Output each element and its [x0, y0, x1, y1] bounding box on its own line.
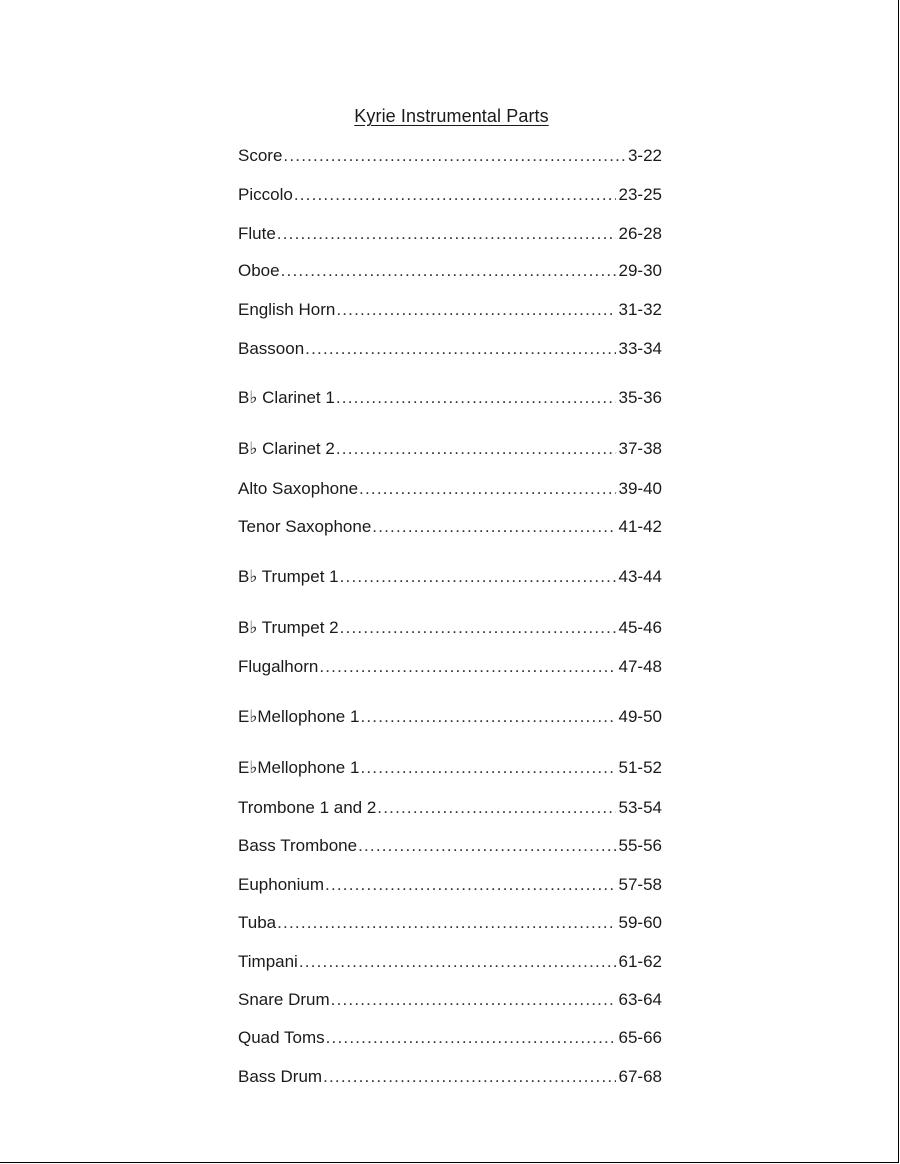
toc-entry-pages: 57-58: [618, 875, 662, 894]
page-title: Kyrie Instrumental Parts: [354, 106, 549, 126]
toc-entry: [238, 437, 662, 461]
toc-entry: [238, 616, 662, 640]
dot-leader: [294, 183, 616, 207]
toc-entry-pages: 55-56: [618, 836, 662, 855]
toc-entry-label: B♭ Clarinet 1: [238, 388, 335, 407]
dot-leader: [358, 834, 615, 858]
toc-entry: [238, 259, 662, 283]
toc-entry-label: B♭ Trumpet 2: [238, 618, 339, 637]
dot-leader: [360, 756, 615, 780]
toc-entry-label: Flute: [238, 224, 276, 243]
toc-entry-pages: 23-25: [618, 185, 662, 204]
toc-entry-label: E♭Mellophone 1: [238, 707, 360, 726]
dot-leader: [325, 873, 616, 897]
toc-entry-pages: 39-40: [618, 479, 662, 498]
toc-entry-pages: 47-48: [618, 657, 662, 676]
toc-entry-pages: 41-42: [618, 517, 662, 536]
toc-entry-pages: 59-60: [618, 913, 662, 932]
toc-entry-label: Flugalhorn: [238, 657, 319, 676]
toc-entry: [238, 911, 662, 935]
toc-entry-label: B♭ Clarinet 2: [238, 439, 335, 458]
toc-entry: [238, 834, 662, 858]
toc-entry-label: Timpani: [238, 952, 298, 971]
dot-leader: [281, 259, 616, 283]
toc-entry-label: Bassoon: [238, 339, 305, 358]
toc-entry: [238, 298, 662, 322]
dot-leader: [340, 565, 616, 589]
toc-entry-label: Snare Drum: [238, 990, 330, 1009]
toc-entry-pages: 31-32: [618, 300, 662, 319]
toc-entry-label: B♭ Trumpet 1: [238, 567, 339, 586]
toc-entry-label: Euphonium: [238, 875, 325, 894]
toc-entry-label: E♭Mellophone 1: [238, 758, 360, 777]
toc-entry: [238, 950, 662, 974]
toc-entry-pages: 26-28: [618, 224, 662, 243]
dot-leader: [319, 655, 615, 679]
toc-entry: [238, 222, 662, 246]
dot-leader: [336, 386, 616, 410]
dot-leader: [323, 1065, 615, 1089]
dot-leader: [326, 1026, 616, 1050]
toc-entry-label: Tuba: [238, 913, 277, 932]
toc-entry: [238, 337, 662, 361]
toc-entry: [238, 1065, 662, 1089]
toc-entry-label: Alto Saxophone: [238, 479, 359, 498]
toc-entry-label: Bass Trombone: [238, 836, 358, 855]
toc-entry: [238, 988, 662, 1012]
toc-entry-pages: 61-62: [618, 952, 662, 971]
toc-entry-label: Tenor Saxophone: [238, 517, 372, 536]
dot-leader: [359, 477, 615, 501]
toc-entry: [238, 1026, 662, 1050]
dot-leader: [340, 616, 616, 640]
dot-leader: [277, 911, 615, 935]
dot-leader: [360, 705, 615, 729]
dot-leader: [277, 222, 616, 246]
toc-entry-label: Oboe: [238, 261, 280, 280]
dot-leader: [336, 298, 615, 322]
toc-entry-pages: 53-54: [618, 798, 662, 817]
toc-entry-label: Piccolo: [238, 185, 293, 204]
toc-entry-pages: 67-68: [618, 1067, 662, 1086]
toc-entry-label: Bass Drum: [238, 1067, 323, 1086]
toc-entry: [238, 144, 662, 168]
dot-leader: [336, 437, 616, 461]
dot-leader: [299, 950, 616, 974]
toc-entry: [238, 655, 662, 679]
toc-entry-pages: 3-22: [627, 146, 662, 165]
toc-entry-pages: 35-36: [618, 388, 662, 407]
toc-entry-pages: 37-38: [618, 439, 662, 458]
dot-leader: [377, 796, 615, 820]
toc-entry-pages: 63-64: [618, 990, 662, 1009]
toc-entry-pages: 65-66: [618, 1028, 662, 1047]
toc-entry-pages: 49-50: [618, 707, 662, 726]
toc-entry-pages: 33-34: [618, 339, 662, 358]
toc-entry: [238, 705, 662, 729]
toc-entry: [238, 873, 662, 897]
toc-entry-label: Trombone 1 and 2: [238, 798, 377, 817]
toc-entry-label: Quad Toms: [238, 1028, 325, 1047]
toc-entry-label: English Horn: [238, 300, 336, 319]
toc-entry: [238, 796, 662, 820]
toc-entry-pages: 29-30: [618, 261, 662, 280]
toc-entry-pages: 43-44: [618, 567, 662, 586]
toc-entry: [238, 565, 662, 589]
dot-leader: [305, 337, 615, 361]
dot-leader: [283, 144, 625, 168]
toc-entry: [238, 183, 662, 207]
dot-leader: [372, 515, 615, 539]
toc-entry: [238, 515, 662, 539]
toc-entry: [238, 477, 662, 501]
toc-entry: [238, 386, 662, 410]
dot-leader: [331, 988, 616, 1012]
toc-entry: [238, 756, 662, 780]
toc-entry-pages: 51-52: [618, 758, 662, 777]
toc-entry-pages: 45-46: [618, 618, 662, 637]
toc-entry-label: Score: [238, 146, 283, 165]
